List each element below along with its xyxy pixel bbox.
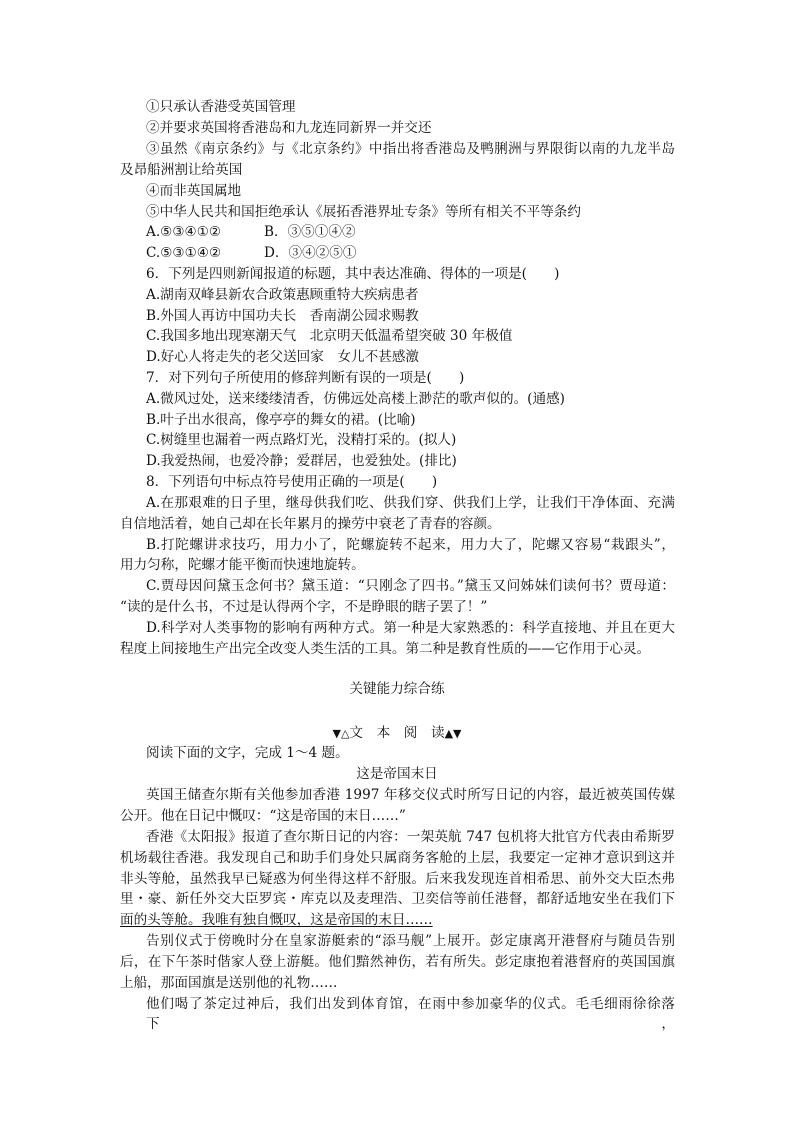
article-p2-line4: 里・豪、新任外交大臣罗宾・库克以及麦理浩、卫奕信等前任港督，都舒适地安坐在我们下: [120, 891, 675, 907]
article-p3-line1: 告别仪式于傍晚时分在皇家游艇索的“添马舰”上展开。彭定康离开港督府与随员告别: [146, 933, 675, 949]
article-p3-line3: 上船，那面国旗是送别他的礼物……: [120, 975, 338, 991]
q5-options-row2: [146, 243, 356, 263]
article-p1-line2: 公开。他在日记中慨叹：“这是帝国的末日……”: [120, 808, 406, 824]
item-5: ⑤中华人民共和国拒绝承认《展拓香港界址专条》等所有相关不平等条约: [146, 204, 581, 220]
item-4: ④而非英国属地: [146, 183, 242, 199]
article-p2-line3: 非头等舱，虽然我早已疑惑为何坐得这样不舒服。后来我发现连首相希思、前外交大臣杰弗: [120, 871, 675, 887]
item-3: ③虽然《南京条约》与《北京条约》中指出将香港岛及鸭脷洲与界限街以南的九龙半岛: [146, 141, 675, 157]
q8-option-d-line1: D.科学对人类事物的影响有两种方式。第一种是大家熟悉的：科学直接地、并且在更大: [146, 620, 675, 636]
q7-option-a: A.微风过处，送来缕缕清香，仿佛远处高楼上渺茫的歌声似的。(通感): [146, 391, 565, 407]
item-2: ②并要求英国将香港岛和九龙连同新界一并交还: [146, 120, 432, 136]
q6-option-b: B.外国人再访中国功夫长 香南湖公园求赐教: [146, 308, 419, 324]
section-title: 关键能力综合练: [349, 681, 445, 697]
q5-option-c: C.⑤③①④②: [146, 245, 222, 261]
q6-option-a: A.湖南双峰县新农合政策惠顾重特大疾病患者: [146, 287, 419, 303]
article-p2-line5-underlined: 面的头等舱。我唯有独自慨叹，这是帝国的末日……: [120, 912, 433, 928]
item-3-cont: 及昂船洲割让给英国: [120, 162, 243, 178]
q5-option-a: A.⑤③④①②: [146, 224, 222, 240]
article-p3-line2: 后，在下午茶时偕家人登上游艇。他们黯然神伤，若有所失。彭定康抱着港督府的英国国旗: [120, 954, 675, 970]
q7-stem: 7．对下列句子所使用的修辞判断有误的一项是( ): [146, 370, 465, 386]
triangle-down-icon: ▼: [453, 727, 462, 740]
reading-banner: [0, 723, 794, 744]
q8-option-b-line1: B.打陀螺讲求技巧，用力小了，陀螺旋转不起来，用力大了，陀螺又容易“栽跟头”，: [146, 537, 675, 553]
q5-options-row1: [146, 222, 356, 242]
item-1: ①只承认香港受英国管理: [146, 99, 296, 115]
article-p2-line2: 机场载往香港。我发现自己和助手们身处只属商务客舱的上层，我要定一定神才意识到这并: [120, 850, 675, 866]
q8-option-a-line1: A.在那艰难的日子里，继母供我们吃、供我们穿、供我们上学，让我们干净体面、充满: [146, 495, 675, 511]
article-p4-line1: 他们喝了茶定过神后，我们出发到体育馆，在雨中参加豪华的仪式。毛毛细雨徐徐落下，: [146, 996, 675, 1032]
q5-option-b: B．③⑤①④②: [264, 224, 356, 240]
q8-option-d-line2: 程度上间接地生产出完全改变人类生活的工具。第二种是教育性质的——它作用于心灵。: [120, 641, 651, 657]
q6-option-d: D.好心人将走失的老父送回家 女儿不甚感激: [146, 349, 420, 365]
article-p1-line1: 英国王储查尔斯有关他参加香港 1997 年移交仪式时所写日记的内容，最近被英国传媒: [146, 787, 675, 803]
triangle-up-icon: ▲: [444, 727, 454, 740]
banner-text: 文 本 阅 读: [349, 725, 445, 741]
q8-option-c-line2: “读的是什么书，不过是认得两个字，不是睁眼的瞎子罢了！”: [120, 599, 488, 615]
q6-option-c: C.我国多地出现寒潮天气 北京明天低温希望突破 30 年极值: [146, 328, 513, 344]
q8-option-b-line2: 用力匀称，陀螺才能平衡而快速地旋转。: [120, 557, 365, 573]
article-p2-line1: 香港《太阳报》报道了查尔斯日记的内容：一架英航 747 包机将大批官方代表由希斯罗: [146, 829, 675, 845]
instruction: 阅读下面的文字，完成 1～4 题。: [146, 745, 349, 761]
q8-option-a-line2: 自信地活着，她自己却在长年累月的操劳中衰老了青春的容颜。: [120, 516, 501, 532]
q8-stem: 8．下列语句中标点符号使用正确的一项是( ): [146, 474, 438, 490]
q7-option-b: B.叶子出水很高，像亭亭的舞女的裙。(比喻): [146, 412, 416, 428]
q6-stem: 6．下列是四则新闻报道的标题，其中表达准确、得体的一项是( ): [146, 266, 560, 282]
q7-option-c: C.树缝里也漏着一两点路灯光，没精打采的。(拟人): [146, 432, 457, 448]
article-title: 这是帝国末日: [356, 766, 438, 782]
q8-option-c-line1: C.贾母因问黛玉念何书？黛玉道：“只刚念了四书。”黛玉又问姊妹们读何书？贾母道：: [146, 578, 675, 594]
triangle-down-icon: ▼: [332, 727, 341, 740]
q5-option-d: D．③④②⑤①: [264, 245, 357, 261]
q7-option-d: D.我爱热闹，也爱冷静；爱群居，也爱独处。(排比): [146, 453, 457, 469]
triangle-up-icon: △: [340, 727, 350, 740]
